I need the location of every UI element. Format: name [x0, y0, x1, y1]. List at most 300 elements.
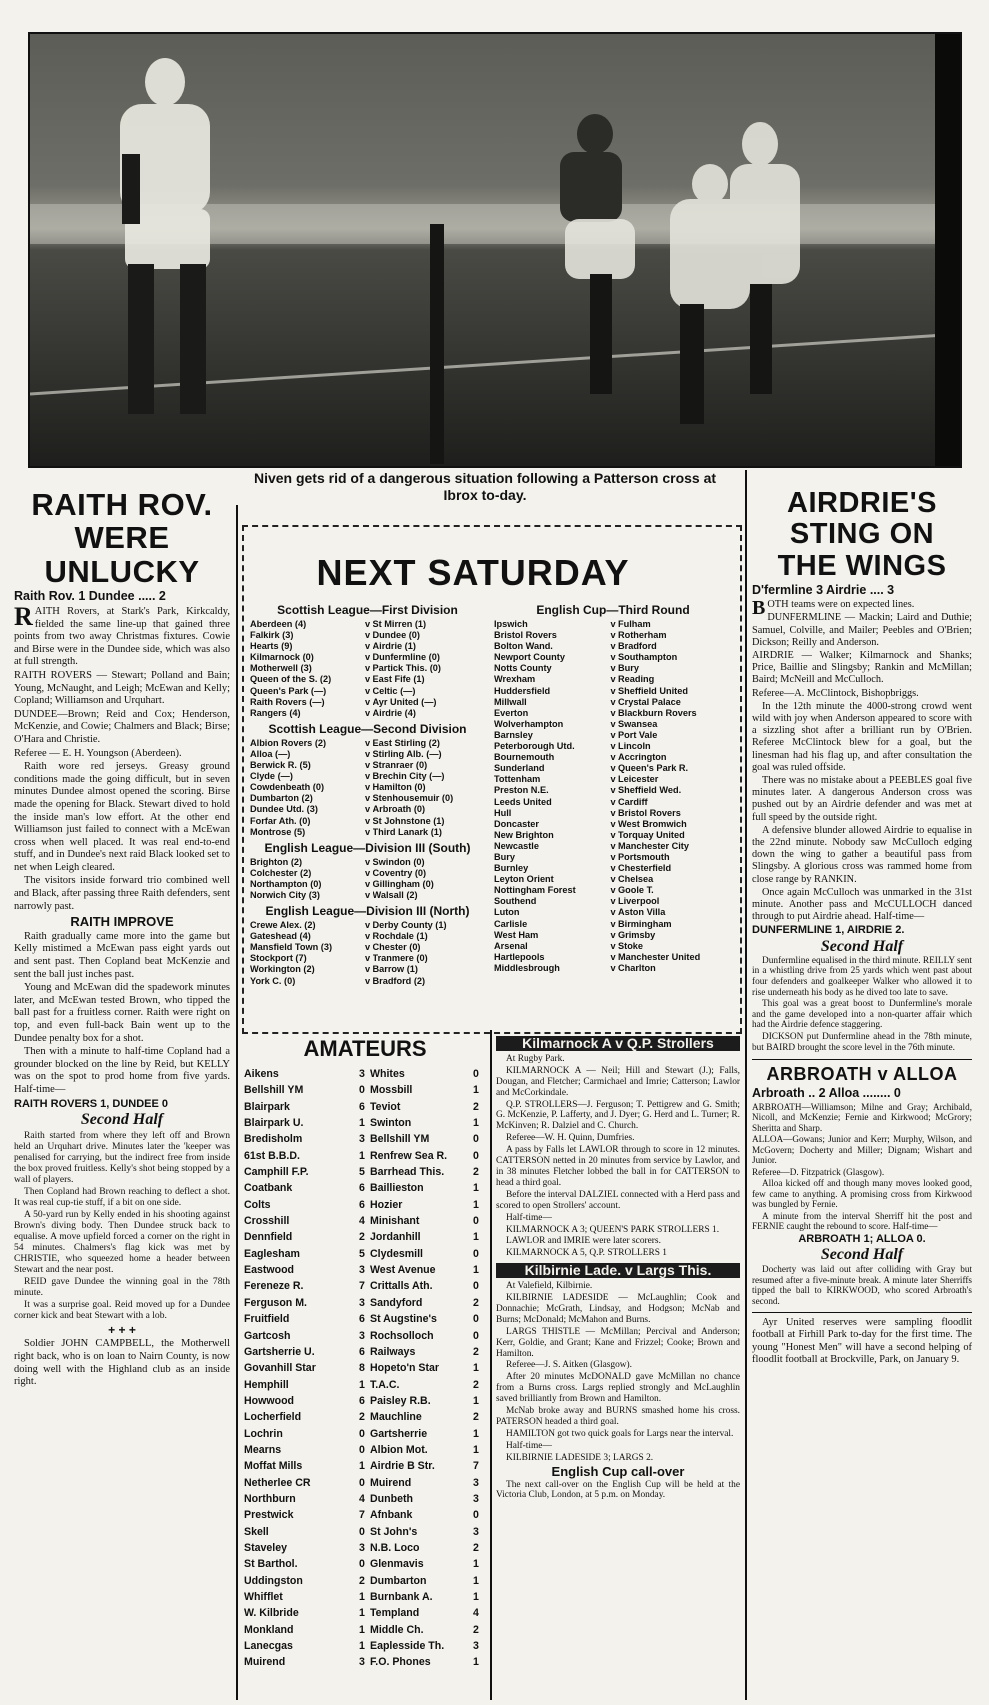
english-cup-heading: English Cup—Third Round: [536, 603, 690, 617]
fixture-home: Brighton (2): [250, 856, 303, 867]
fixture-home: Wrexham: [494, 674, 536, 685]
result-home-score: 8: [359, 1362, 365, 1375]
fixture-away: Brechin City (—): [372, 771, 445, 782]
result-away-team: Hopeto'n Star: [370, 1362, 440, 1375]
result-away-team: F.O. Phones: [370, 1656, 431, 1669]
fixture-home: Montrose (5): [250, 826, 306, 837]
fixture-row: [250, 890, 485, 901]
result-row: [244, 1164, 486, 1180]
result-home-team: Aikens: [244, 1068, 279, 1080]
fixture-away: West Bromwich: [618, 818, 687, 829]
result-row: [244, 1540, 486, 1556]
fixture-home: Northampton (0): [250, 878, 322, 889]
report-paragraph: At Rugby Park.: [506, 1053, 565, 1064]
raith-subhead-improve: RAITH IMPROVE: [70, 914, 174, 930]
result-away-score: 4: [473, 1607, 479, 1620]
fixture-away: Stoke: [618, 940, 644, 951]
fixture-versus: v: [610, 785, 616, 796]
result-away-score: 0: [473, 1329, 479, 1342]
result-away-team: Muirend: [370, 1476, 412, 1489]
fixture-home: Huddersfield: [494, 685, 551, 696]
fixture-away: Rochdale (1): [372, 931, 428, 942]
result-away-team: Dumbarton: [370, 1574, 427, 1587]
fixture-row: [250, 686, 485, 697]
result-home-score: 0: [359, 1443, 365, 1456]
report-paragraph: KILMARNOCK A 3; QUEEN'S PARK STROLLERS 1.: [506, 1224, 720, 1235]
fixture-row: [250, 920, 485, 931]
result-away-team: N.B. Loco: [370, 1541, 420, 1554]
fixture-away: Airdrie (4): [372, 707, 416, 718]
fixture-row: [494, 641, 732, 652]
ayr-united-note: Ayr United reserves were sampling floodlit football at Firhill Park to-day for the first time. The young "Honest Men" will have a second helping of floodlit football at Brockville, Park, on January 9.: [752, 1312, 972, 1366]
result-home-score: 3: [359, 1541, 365, 1554]
fixtures-left: [250, 600, 485, 1025]
fixture-away: Accrington: [618, 752, 667, 763]
fixture-away: Liverpool: [618, 896, 660, 907]
fixture-versus: v: [610, 874, 616, 885]
fixture-away: Chesterfield: [618, 863, 672, 874]
result-row: [244, 1475, 486, 1491]
report-paragraph: After 20 minutes McDONALD gave McMillan no chance from a Burns cross. Largs replied strongly and McLaughlin saved brilliantly from Brown and Hamilton.: [496, 1372, 740, 1405]
result-row: [244, 1148, 486, 1164]
fixture-away: Torquay United: [618, 829, 685, 840]
result-away-team: Eaplesside Th.: [370, 1640, 445, 1653]
fixture-away: Bristol Rovers: [618, 807, 681, 818]
fixture-versus: v: [364, 663, 371, 674]
result-home-team: Mearns: [244, 1443, 282, 1456]
result-away-team: Gartsherrie: [370, 1427, 428, 1440]
raith-para: Soldier JOHN CAMPBELL, the Motherwell right back, who is on loan to Nairn County, is now doing well with the Highland club as an inside right.: [14, 1338, 230, 1388]
result-row: [244, 1524, 486, 1540]
result-away-team: Railways: [370, 1345, 416, 1358]
fixture-versus: v: [610, 885, 616, 896]
fixture-home: Bury: [494, 851, 515, 862]
result-home-team: Skell: [244, 1525, 269, 1538]
fixture-away: Southampton: [618, 652, 678, 663]
fixture-home: Carlisle: [494, 918, 528, 929]
report-paragraph: A pass by Falls let LAWLOR through to score in 12 minutes. CATTERSON netted in 20 minutes from service by Lawlor, and in 38 minutes Fletcher lobbed the ball in for CATTERSON to head a third goal.: [496, 1145, 740, 1188]
result-away-team: Crittalls Ath.: [370, 1280, 433, 1293]
result-away-score: 7: [473, 1460, 479, 1473]
fixture-versus: v: [610, 940, 616, 951]
result-row: [244, 1197, 486, 1213]
result-home-score: 3: [359, 1264, 365, 1277]
fixture-home: Arsenal: [494, 940, 528, 951]
fixture-away: Birmingham: [618, 918, 672, 929]
fixture-away: Sheffield Wed.: [618, 785, 682, 796]
raith-para: Then with a minute to half-time Copland had a grounder blocked on the line by Reid, but KELLY was on the spot to prod home from five yards. Half-time—: [14, 1046, 230, 1095]
raith-headline-line-2: WERE: [74, 520, 170, 556]
fixture-home: Cowdenbeath (0): [250, 782, 325, 793]
result-row: [244, 1229, 486, 1245]
fixture-away: Bradford: [618, 641, 657, 652]
fixture-versus: v: [610, 863, 616, 874]
raith-headline-line-1: RAITH ROV.: [31, 488, 213, 522]
result-home-score: 1: [359, 1607, 365, 1620]
result-away-score: 2: [473, 1100, 479, 1113]
fixture-row: [250, 697, 485, 708]
result-row: [244, 1328, 486, 1344]
fixture-away: Stirling Alb. (—): [372, 748, 442, 759]
fixture-versus: v: [364, 815, 371, 826]
fixture-home: York C. (0): [250, 975, 296, 986]
result-row: [244, 1262, 486, 1278]
result-home-score: 7: [359, 1509, 365, 1522]
result-away-score: 2: [473, 1411, 479, 1424]
fixture-home: Tottenham: [494, 774, 541, 785]
raith-para: Raith wore red jerseys. Greasy ground conditions made the going difficult, but in seven minutes Dundee almost opened the scoring. Birse made the opening for Black. Stewart dived to hold the inside man's low effort. At the other end Williamson just failed to connect with a McEwan cross when well placed. It was real end-to-end stuff, and in Dundee's next raid Black looked set to net when Leigh cleared.: [14, 761, 230, 873]
result-home-team: Bredisholm: [244, 1133, 303, 1146]
result-home-team: Dennfield: [244, 1231, 293, 1244]
fixture-row: [250, 760, 485, 771]
scottish-first-list: [250, 619, 485, 719]
airdrie-para: Dunfermline equalised in the third minute. REILLY sent in a whistling drive from 25 yards which went past about four defenders and goalkeeper Walker who allowed it to rise underneath his body as he dived too late to save.: [752, 955, 972, 998]
fixture-row: [250, 868, 485, 879]
photo-caption: Niven gets rid of a dangerous situation following a Patterson cross at Ibrox to-day.: [253, 470, 717, 503]
fixture-versus: v: [610, 752, 616, 763]
airdrie-referee: Referee—A. McClintock, Bishopbriggs.: [752, 687, 919, 699]
fixture-versus: v: [364, 867, 371, 878]
result-home-team: Locherfield: [244, 1411, 302, 1424]
raith-para: Young and McEwan did the spadework minutes later, and McEwan tested Brown, who tipped the ball past for a fruitless corner. Raith were right on top, and even full-back Bain went up to the Dundee penalty box for a shot.: [14, 982, 230, 1044]
airdrie-headline-line-1: AIRDRIE'S: [787, 488, 937, 519]
result-row: [244, 1295, 486, 1311]
fixture-versus: v: [610, 818, 616, 829]
result-home-score: 2: [359, 1574, 365, 1587]
raith-para: Raith started from where they left off and Brown held an Urquhart drive. Minutes later the 'keeper was penalised for carrying, but the indirect free from inside the box proved fruitless. Kelly's shot being stopped by a wall of players.: [14, 1129, 230, 1185]
raith-referee: Referee — E. H. Youngson (Aberdeen).: [14, 747, 182, 759]
fixture-versus: v: [364, 878, 371, 889]
fixture-row: [494, 930, 732, 941]
fixture-row: [250, 804, 485, 815]
result-away-score: 0: [473, 1280, 479, 1293]
kilbirnie-report: [496, 1281, 740, 1464]
fixture-versus: v: [610, 829, 616, 840]
fixture-away: Gillingham (0): [372, 878, 434, 889]
result-home-team: Lochrin: [244, 1427, 283, 1440]
result-away-team: Baillieston: [370, 1182, 424, 1195]
result-home-score: 1: [359, 1149, 365, 1162]
result-home-score: 0: [359, 1084, 365, 1097]
fixture-row: [494, 919, 732, 930]
fixture-away: Derby County (1): [372, 920, 447, 931]
fixture-away: Swindon (0): [372, 856, 425, 867]
result-home-score: 1: [359, 1117, 365, 1130]
fixture-home: Raith Rovers (—): [250, 696, 325, 707]
raith-para: Then Copland had Brown reaching to deflect a shot. It was real cup-tie stuff, if a bit on one side.: [14, 1185, 230, 1208]
fixture-home: Mansfield Town (3): [250, 942, 333, 953]
fixture-away: Goole T.: [618, 885, 654, 896]
result-away-team: Jordanhill: [370, 1231, 421, 1244]
report-paragraph: KILBIRNIE LADESIDE 3; LARGS 2.: [506, 1452, 654, 1463]
result-home-score: 3: [359, 1329, 365, 1342]
result-away-score: 1: [473, 1117, 479, 1130]
airdrie-second-half-body: [752, 956, 972, 1053]
fixture-away: Celtic (—): [372, 685, 416, 696]
fixture-home: Dumbarton (2): [250, 793, 313, 804]
arbroath-para: Alloa kicked off and though many moves looked good, few came to anything. A promising cross from Kirkwood was bungled by Fernie.: [752, 1178, 972, 1210]
fixture-home: Stockport (7): [250, 953, 307, 964]
fixture-versus: v: [610, 896, 616, 907]
fixture-home: Everton: [494, 707, 529, 718]
fixture-row: [494, 907, 732, 918]
fixture-versus: v: [610, 763, 616, 774]
fixture-home: Bristol Rovers: [494, 630, 557, 641]
dundee-team-line: DUNDEE—Brown; Reid and Cox; Henderson, McKenzie, and Cowie; Chalmers and Black; Birse; O'Hara and Christie.: [14, 708, 230, 745]
fixture-versus: v: [364, 920, 371, 931]
result-away-team: St John's: [370, 1525, 418, 1538]
result-row: [244, 1442, 486, 1458]
fixture-away: Rotherham: [618, 630, 667, 641]
fixture-row: [250, 931, 485, 942]
report-paragraph: Referee—W. H. Quinn, Dumfries.: [506, 1133, 635, 1144]
fixture-away: St Mirren (1): [372, 619, 427, 629]
fixture-versus: v: [610, 840, 616, 851]
result-away-score: 1: [473, 1264, 479, 1277]
result-away-score: 1: [473, 1656, 479, 1669]
result-home-team: Fereneze R.: [244, 1280, 304, 1293]
fixture-away: Queen's Park R.: [618, 763, 689, 774]
fixture-row: [494, 763, 732, 774]
result-away-score: 0: [473, 1068, 479, 1080]
fixture-row: [494, 797, 732, 808]
fixture-home: Leyton Orient: [494, 874, 554, 885]
fixture-versus: v: [610, 630, 616, 641]
fixture-versus: v: [610, 907, 616, 918]
raith-para: REID gave Dundee the winning goal in the 78th minute.: [14, 1275, 230, 1298]
result-away-team: Rochsolloch: [370, 1329, 434, 1342]
fixture-row: [250, 663, 485, 674]
result-home-team: Blairpark U.: [244, 1117, 304, 1130]
raith-headline: [14, 488, 230, 588]
fixture-away: Aston Villa: [618, 907, 666, 918]
fixture-away: Fulham: [618, 619, 651, 629]
fixture-home: Hull: [494, 807, 512, 818]
fixture-home: Alloa (—): [250, 748, 291, 759]
fixture-away: Hamilton (0): [372, 782, 426, 793]
result-away-team: Mossbill: [370, 1084, 413, 1097]
result-row: [244, 1099, 486, 1115]
result-away-team: Minishant: [370, 1215, 420, 1228]
result-away-score: 0: [473, 1133, 479, 1146]
fixture-versus: v: [610, 718, 616, 729]
fixture-versus: v: [610, 729, 616, 740]
result-away-team: Whites: [370, 1068, 405, 1080]
result-away-score: 3: [473, 1640, 479, 1653]
report-paragraph: Q.P. STROLLERS—J. Ferguson; T. Pettigrew and G. Smith; G. McKenzie, P. Lafferty, and J. Dyer; G. Herd and L. Turner; R. McKinven; R. Dalziel and C. Church.: [496, 1099, 740, 1132]
fixture-home: Forfar Ath. (0): [250, 815, 311, 826]
result-home-team: Muirend: [244, 1656, 286, 1669]
result-row: [244, 1409, 486, 1425]
result-row: [244, 1278, 486, 1294]
fixture-home: Doncaster: [494, 818, 539, 829]
english-third-north-list: [250, 920, 485, 987]
result-row: [244, 1066, 486, 1082]
result-home-score: 6: [359, 1198, 365, 1211]
fixture-versus: v: [364, 748, 371, 759]
result-away-score: 3: [473, 1476, 479, 1489]
fixture-away: Walsall (2): [372, 889, 418, 900]
fixture-versus: v: [364, 652, 371, 663]
result-away-team: St Augstine's: [370, 1313, 437, 1326]
airdrie-para: In the 12th minute the 4000-strong crowd went wild with joy when Anderson appeared to score with a sizzling shot after a brilliant run by O'Brien. Referee McClintock blew for a goal, but the linesman had his flag up, and after consultation the goal was ruled offside.: [752, 700, 972, 773]
arbroath-para: Docherty was laid out after colliding with Gray but resumed after a five-minute break. A minute later Sherriffs tipped the ball to KIRKWOOD, who scored Arbroath's second.: [752, 1264, 972, 1306]
fixture-home: Motherwell (3): [250, 663, 312, 674]
fixture-home: Workington (2): [250, 964, 315, 975]
result-away-team: West Avenue: [370, 1264, 436, 1277]
fixture-home: Aberdeen (4): [250, 619, 307, 629]
result-home-score: 6: [359, 1345, 365, 1358]
result-home-score: 3: [359, 1133, 365, 1146]
fixture-versus: v: [364, 793, 371, 804]
fixtures-right: [494, 600, 732, 1025]
fixture-away: Coventry (0): [372, 867, 427, 878]
fixture-row: [494, 863, 732, 874]
fixture-row: [494, 808, 732, 819]
fixture-home: Crewe Alex. (2): [250, 920, 316, 931]
fixture-row: [250, 619, 485, 630]
fixture-versus: v: [610, 951, 616, 962]
fixture-away: East Stirling (2): [372, 737, 440, 748]
fixture-versus: v: [610, 707, 616, 718]
fixture-row: [250, 749, 485, 760]
result-away-score: 1: [473, 1231, 479, 1244]
airdrie-para: A defensive blunder allowed Airdrie to equalise in the 22nd minute. Nobody saw McCulloch edging down the wing to gather a beautiful pass from Slingsby. A glorious cross was rammed home from close range by RANKIN.: [752, 824, 972, 885]
fixture-away: Partick This. (0): [372, 663, 441, 674]
result-away-team: Albion Mot.: [370, 1443, 428, 1456]
result-away-score: 2: [473, 1166, 479, 1179]
airdrie-intro: [752, 597, 972, 620]
airdrie-article: [752, 488, 972, 1698]
result-row: [244, 1311, 486, 1327]
raith-para: It was a surprise goal. Reid moved up for a Dundee corner kick and beat Stewart with a lob.: [14, 1298, 230, 1321]
result-away-team: Airdrie B Str.: [370, 1460, 435, 1473]
airdrie-team-line: AIRDRIE — Walker; Kilmarnock and Shanks; Price, Baillie and Slingsby; Rankin and McMillan; Baird; McNeill and McCulloch.: [752, 649, 972, 686]
result-row: [244, 1605, 486, 1621]
scottish-first-heading: Scottish League—First Division: [277, 603, 458, 617]
fixture-row: [494, 730, 732, 741]
arbroath-score: Arbroath .. 2 Alloa ........ 0: [752, 1085, 901, 1100]
result-away-score: 2: [473, 1378, 479, 1391]
result-home-score: 0: [359, 1427, 365, 1440]
result-home-score: 7: [359, 1280, 365, 1293]
result-away-team: Swinton: [370, 1117, 412, 1130]
fixture-versus: v: [610, 674, 616, 685]
fixture-versus: v: [364, 931, 371, 942]
result-row: [244, 1180, 486, 1196]
result-home-score: 3: [359, 1656, 365, 1669]
fixture-home: Kilmarnock (0): [250, 652, 314, 663]
column-rule-left: [236, 505, 238, 1700]
fixture-away: St Johnstone (1): [372, 815, 445, 826]
english-third-south-heading: English League—Division III (South): [264, 840, 471, 855]
result-home-team: Prestwick: [244, 1509, 294, 1522]
report-paragraph: KILMARNOCK A — Neil; Hill and Stewart (J.); Falls, Dougan, and Fletcher; Carmichael and Imrie; Catterson; Lawlor and McCorkindale.: [496, 1065, 740, 1098]
result-away-team: Paisley R.B.: [370, 1394, 431, 1407]
result-away-team: T.A.C.: [370, 1378, 400, 1391]
fixture-versus: v: [364, 771, 371, 782]
fixture-home: Falkirk (3): [250, 630, 294, 641]
fixture-row: [494, 663, 732, 674]
result-home-score: 6: [359, 1394, 365, 1407]
result-home-team: Bellshill YM: [244, 1084, 304, 1097]
airdrie-para: This goal was a great boost to Dunfermline's morale and the game developed into a non-quarter affair which had the Airdrie defence staggering.: [752, 999, 972, 1031]
fixture-home: Preston N.E.: [494, 785, 549, 796]
fixture-row: [250, 793, 485, 804]
result-home-team: Northburn: [244, 1492, 296, 1505]
result-away-score: 1: [473, 1558, 479, 1571]
fixture-away: Arbroath (0): [372, 804, 426, 815]
fixture-versus: v: [364, 696, 371, 707]
fixture-versus: v: [364, 975, 371, 986]
raith-halftime: RAITH ROVERS 1, DUNDEE 0: [14, 1097, 169, 1110]
fixture-away: Leicester: [618, 774, 659, 785]
result-home-team: Monkland: [244, 1623, 294, 1636]
raith-para: A 50-yard run by Kelly ended in his shooting against Brown's diving body. Then Dundee struck back to equalise. A move upfield forced a corner on the right in 54 minutes. Chalmers's flag kick was met by CHRISTIE, who squeezed home a header between Stewart and the near post.: [14, 1208, 230, 1275]
arbroath-second-half-body: [752, 1264, 972, 1306]
fixture-home: Bournemouth: [494, 752, 555, 763]
result-away-score: 2: [473, 1296, 479, 1309]
fixture-row: [250, 771, 485, 782]
fixture-versus: v: [364, 942, 371, 953]
fixture-away: Crystal Palace: [618, 696, 681, 707]
fixture-home: Peterborough Utd.: [494, 741, 575, 752]
fixture-versus: v: [610, 685, 616, 696]
result-row: [244, 1115, 486, 1131]
alloa-team-line: ALLOA—Gowans; Junior and Kerr; Murphy, Wilson, and McGovern; Docherty and Miller; Dignam; Wishart and Junior.: [752, 1134, 972, 1166]
result-away-score: 0: [473, 1215, 479, 1228]
photo-illustration: [30, 34, 960, 466]
fixture-home: Hearts (9): [250, 641, 293, 652]
arbroath-body: [752, 1102, 972, 1232]
result-home-team: Govanhill Star: [244, 1362, 316, 1375]
fixture-versus: v: [610, 851, 616, 862]
fixture-home: New Brighton: [494, 829, 554, 840]
airdrie-para: DICKSON put Dunfermline ahead in the 78th minute, but BAIRD brought the score level in the 76th minute.: [752, 1031, 972, 1053]
result-away-score: 0: [473, 1313, 479, 1326]
fixture-versus: v: [364, 889, 371, 900]
result-row: [244, 1638, 486, 1654]
fixture-home: Berwick R. (5): [250, 760, 311, 771]
english-third-south-list: [250, 857, 485, 901]
kilmarnock-kilbirnie-column: [496, 1036, 740, 1698]
fixture-away: Manchester City: [618, 840, 689, 851]
result-home-team: Camphill F.P.: [244, 1166, 309, 1179]
result-home-score: 5: [359, 1247, 365, 1260]
result-home-team: Lanecgas: [244, 1640, 293, 1653]
fixture-home: Middlesbrough: [494, 962, 560, 973]
fixture-row: [494, 630, 732, 641]
fixture-versus: v: [364, 707, 371, 718]
airdrie-score: D'fermline 3 Airdrie .... 3: [752, 582, 895, 597]
fixture-home: Dundee Utd. (3): [250, 804, 318, 815]
result-home-score: 1: [359, 1378, 365, 1391]
airdrie-headline-line-2: STING ON: [789, 518, 935, 551]
fixture-home: Albion Rovers (2): [250, 737, 327, 748]
next-saturday-title: NEXT SATURDAY: [316, 552, 630, 593]
result-away-team: Clydesmill: [370, 1247, 423, 1260]
fixture-row: [494, 819, 732, 830]
fixture-versus: v: [364, 685, 371, 696]
fixture-home: Queen of the S. (2): [250, 674, 332, 685]
result-home-score: 4: [359, 1215, 365, 1228]
result-away-team: Teviot: [370, 1100, 401, 1113]
result-home-team: W. Kilbride: [244, 1607, 299, 1620]
result-away-score: 0: [473, 1149, 479, 1162]
fixture-home: Clyde (—): [250, 771, 293, 782]
result-away-team: Barrhead This.: [370, 1166, 445, 1179]
fixture-home: Norwich City (3): [250, 889, 320, 900]
